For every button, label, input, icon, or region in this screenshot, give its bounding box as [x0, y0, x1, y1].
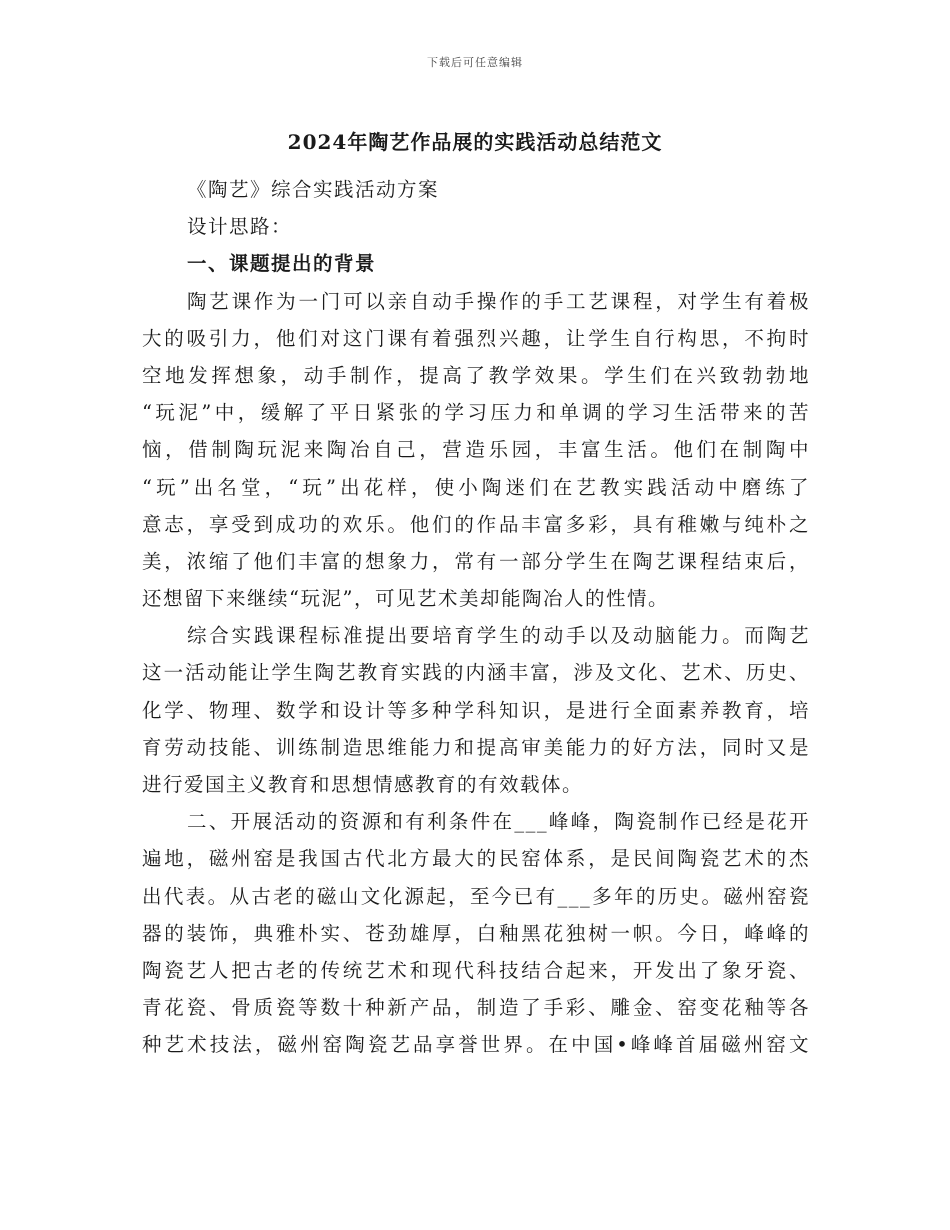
document-title: 2024年陶艺作品展的实践活动总结范文: [287, 130, 663, 154]
text-line: 器的装饰，典雅朴实、苍劲雄厚，白釉黑花独树一帜。今日，峰峰的: [142, 921, 810, 945]
text-line: 出代表。从古老的磁山文化源起，至今已有___多年的历史。磁州窑瓷: [142, 884, 810, 908]
document-body: [142, 171, 810, 1064]
text-line: 空地发挥想象，动手制作，提高了教学效果。学生们在兴致勃勃地: [142, 363, 810, 387]
text-line: 这一活动能让学生陶艺教育实践的内涵丰富，涉及文化、艺术、历史、: [142, 661, 810, 685]
text-line: 还想留下来继续“玩泥”，可见艺术美却能陶冶人的性情。: [142, 587, 669, 611]
text-line: 陶瓷艺人把古老的传统艺术和现代科技结合起来，开发出了象牙瓷、: [142, 958, 810, 982]
section-heading: 一、课题提出的背景: [187, 252, 377, 276]
text-line: “玩泥”中，缓解了平日紧张的学习压力和单调的学习生活带来的苦: [142, 401, 810, 425]
text-line: 二、开展活动的资源和有利条件在___峰峰，陶瓷制作已经是花开: [187, 810, 810, 834]
text-line: 大的吸引力，他们对这门课有着强烈兴趣，让学生自行构思，不拘时: [142, 326, 810, 350]
text-line: 育劳动技能、训练制造思维能力和提高审美能力的好方法，同时又是: [142, 735, 810, 759]
text-line: 《陶艺》综合实践活动方案: [187, 178, 440, 201]
text-line: 意志，享受到成功的欢乐。他们的作品丰富多彩，具有稚嫩与纯朴之: [142, 512, 810, 536]
text-line: 恼，借制陶玩泥来陶冶自己，营造乐园，丰富生活。他们在制陶中: [142, 438, 810, 462]
text-line: 种艺术技法，磁州窑陶瓷艺品享誉世界。在中国•峰峰首届磁州窑文: [142, 1033, 810, 1057]
text-line: 设计思路：: [187, 215, 293, 239]
text-line: 化学、物理、数学和设计等多种学科知识，是进行全面素养教育，培: [142, 698, 810, 722]
text-line: 青花瓷、骨质瓷等数十种新产品，制造了手彩、雕金、窑变花釉等各: [142, 996, 810, 1020]
text-line: “玩”出名堂，“玩”出花样，使小陶迷们在艺教实践活动中磨练了: [142, 475, 810, 499]
text-line: 陶艺课作为一门可以亲自动手操作的手工艺课程，对学生有着极: [187, 289, 810, 313]
text-line: 综合实践课程标准提出要培育学生的动手以及动脑能力。而陶艺: [187, 624, 810, 648]
text-line: 进行爱国主义教育和思想情感教育的有效载体。: [142, 773, 584, 796]
header-note: 下载后可任意编辑: [427, 56, 523, 69]
text-line: 美，浓缩了他们丰富的想象力，常有一部分学生在陶艺课程结束后，: [142, 549, 810, 573]
text-line: 遍地，磁州窑是我国古代北方最大的民窑体系，是民间陶瓷艺术的杰: [142, 847, 810, 871]
